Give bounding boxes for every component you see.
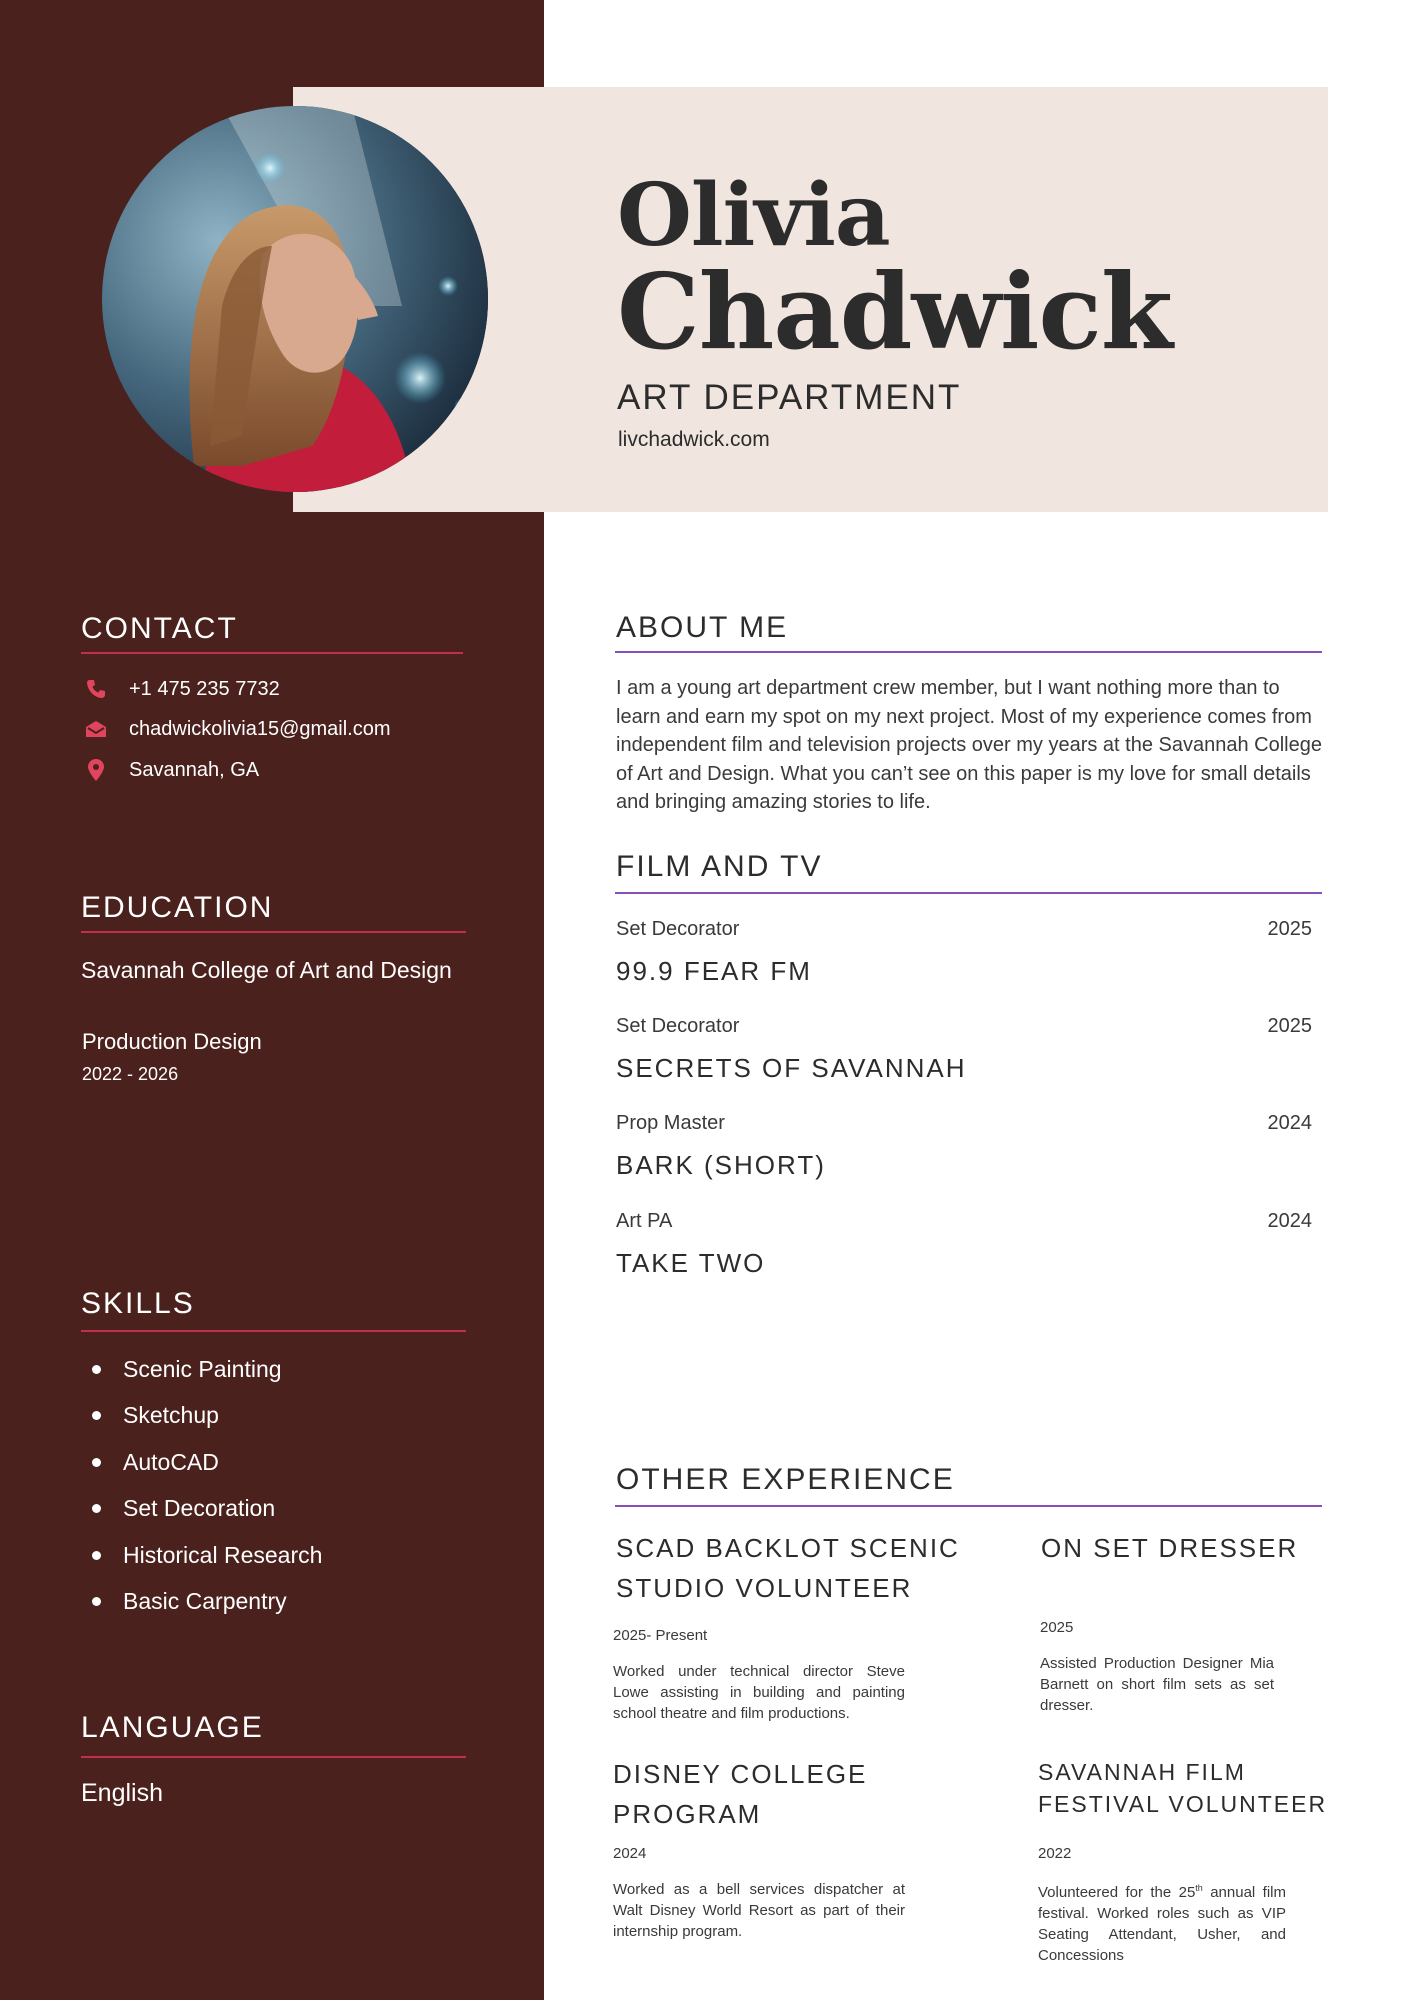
other-experience-divider <box>615 1505 1322 1507</box>
location-pin-icon <box>85 759 107 781</box>
experience-date: 2024 <box>613 1845 647 1862</box>
contact-email <box>85 714 391 744</box>
film-title: BARK (SHORT) <box>616 1150 826 1180</box>
film-title: 99.9 FEAR FM <box>616 956 812 986</box>
education-divider <box>81 931 466 933</box>
skill-item: Basic Carpentry <box>92 1579 322 1626</box>
experience-desc: Worked under technical director Steve Lowe assisting in building and painting school theatre and film productions. <box>613 1663 905 1722</box>
experience-desc: Volunteered for the 25th annual film festival. Worked roles such as VIP Seating Attendant, Usher, and Concessions <box>1038 1883 1286 1964</box>
portrait-photo <box>102 106 488 492</box>
school-name: Savannah College of Art and Design <box>81 957 452 983</box>
experience-desc: Worked as a bell services dispatcher at Walt Disney World Resort as part of their internship program. <box>613 1881 905 1940</box>
experience-title: ON SET DRESSER <box>1041 1533 1299 1563</box>
contact-divider <box>81 652 463 654</box>
phone-icon <box>85 678 107 700</box>
film-year: 2025 <box>1267 918 1312 940</box>
film-year: 2024 <box>1267 1210 1312 1232</box>
bullet-icon <box>92 1504 101 1513</box>
first-name: Olivia <box>617 165 890 266</box>
skill-item: AutoCAD <box>92 1439 322 1486</box>
experience-title: SCAD BACKLOT SCENIC STUDIO VOLUNTEER <box>616 1533 960 1603</box>
film-year: 2025 <box>1267 1015 1312 1037</box>
experience-date: 2025 <box>1040 1619 1074 1636</box>
experience-date: 2022 <box>1038 1845 1072 1862</box>
skill-item: Sketchup <box>92 1393 322 1440</box>
bullet-icon <box>92 1551 101 1560</box>
film-tv-divider <box>615 892 1322 894</box>
skills-list <box>92 1346 322 1625</box>
bullet-icon <box>92 1411 101 1420</box>
about-text: I am a young art department crew member, but I want nothing more than to learn and earn my spot on my next project. Most of my experience comes from independent film and television projects over my years at the Savannah College of Art and Design. What you can’t see on this paper is my love for small details and bringing amazing stories to life. <box>616 677 1322 813</box>
location-text: Savannah, GA <box>129 758 260 781</box>
contact-location <box>85 755 259 785</box>
education-heading: EDUCATION <box>81 891 274 924</box>
bullet-icon <box>92 1365 101 1374</box>
film-role: Prop Master <box>616 1112 725 1134</box>
contact-heading: CONTACT <box>81 612 238 645</box>
skill-item: Scenic Painting <box>92 1346 322 1393</box>
last-name: Chadwick <box>617 250 1172 373</box>
other-experience-heading: OTHER EXPERIENCE <box>616 1463 955 1496</box>
language-divider <box>81 1756 466 1758</box>
skills-divider <box>81 1330 466 1332</box>
film-tv-heading: FILM AND TV <box>616 850 823 883</box>
experience-title: DISNEY COLLEGE PROGRAM <box>613 1759 868 1829</box>
mail-icon <box>85 718 107 740</box>
experience-date: 2025- Present <box>613 1627 708 1644</box>
about-heading: ABOUT ME <box>616 611 789 644</box>
education-years: 2022 - 2026 <box>82 1064 179 1084</box>
film-title: SECRETS OF SAVANNAH <box>616 1053 967 1083</box>
language-heading: LANGUAGE <box>81 1711 264 1744</box>
film-role: Art PA <box>616 1210 673 1232</box>
experience-desc: Assisted Production Designer Mia Barnett on short film sets as set dresser. <box>1040 1655 1274 1714</box>
full-name <box>617 165 1172 373</box>
film-role: Set Decorator <box>616 1015 740 1037</box>
bullet-icon <box>92 1458 101 1467</box>
skill-item: Historical Research <box>92 1532 322 1579</box>
website-link[interactable]: livchadwick.com <box>618 428 770 451</box>
job-role: ART DEPARTMENT <box>617 378 962 417</box>
phone-number[interactable]: +1 475 235 7732 <box>129 677 280 700</box>
film-role: Set Decorator <box>616 918 740 940</box>
language-item: English <box>81 1779 163 1807</box>
film-title: TAKE TWO <box>616 1248 766 1278</box>
contact-phone <box>85 674 280 704</box>
experience-title: SAVANNAH FILM FESTIVAL VOLUNTEER <box>1038 1759 1328 1817</box>
bullet-icon <box>92 1597 101 1606</box>
profile-photo <box>102 106 488 492</box>
email-address[interactable]: chadwickolivia15@gmail.com <box>129 717 391 740</box>
film-year: 2024 <box>1267 1112 1312 1134</box>
skill-item: Set Decoration <box>92 1486 322 1533</box>
skills-heading: SKILLS <box>81 1287 195 1320</box>
program-name: Production Design <box>82 1029 262 1054</box>
about-divider <box>615 651 1322 653</box>
